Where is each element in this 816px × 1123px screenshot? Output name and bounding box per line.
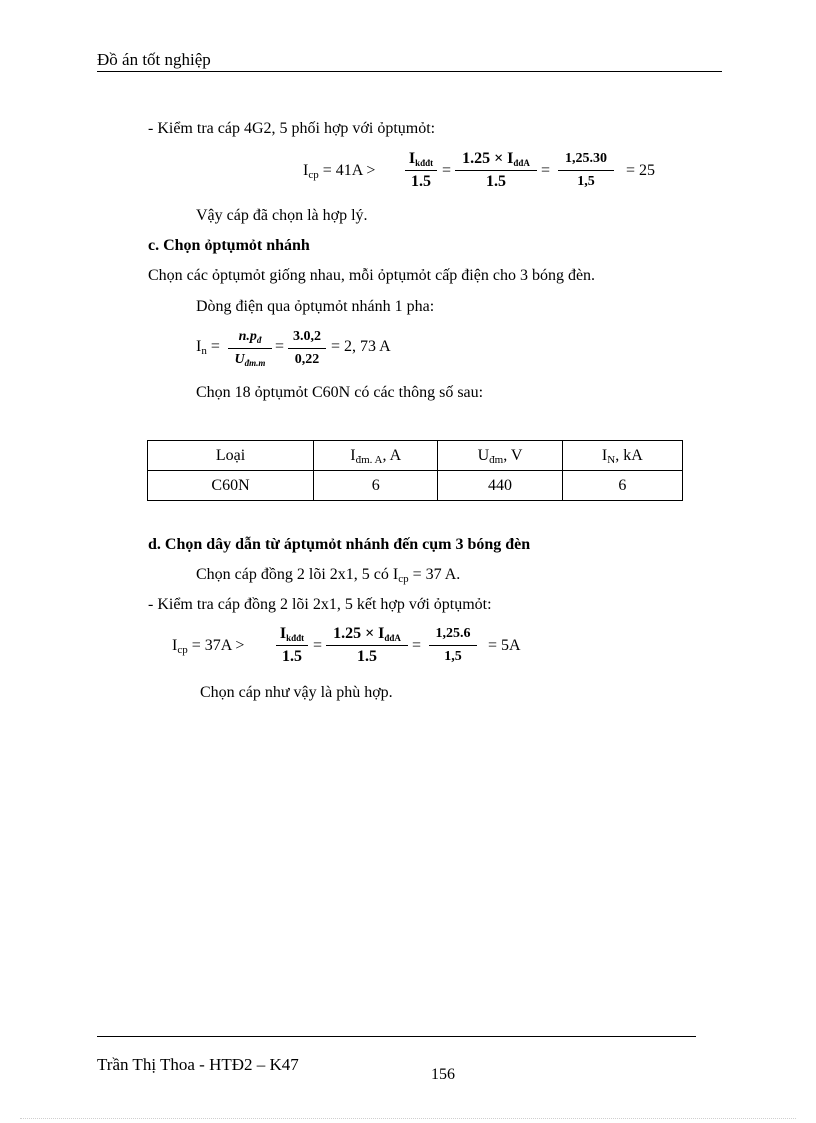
formula-1-eq-1: = xyxy=(442,162,452,179)
formula-3-term-2: $1.25 \times I_{đđA}$ 1.5 xyxy=(326,625,408,666)
formula-1-term-1: $I_{kđđt}$ 1.5 xyxy=(405,150,437,191)
formula-3-term-3: 1,25.6 1,5 xyxy=(429,625,477,666)
section-d-paragraph-1: Chọn cáp đồng 2 lõi 2x1, 5 có $I_{cp} = 37$ A. xyxy=(196,566,461,585)
formula-1-lhs: $I_{cp} = 41A$ > xyxy=(303,162,376,181)
formula-1-term-3: 1,25.30 1,5 xyxy=(558,150,614,191)
section-c-heading: c. Chọn ỏptụmỏt nhánh xyxy=(148,237,310,254)
formula-3-result: = 5A xyxy=(488,637,521,654)
table-cell-breaking-current: 6 xyxy=(562,471,682,501)
check-text-2: - Kiểm tra cáp đồng 2 lõi 2x1, 5 kết hợp với ỏptụmỏt: xyxy=(148,596,492,613)
table-cell-rated-current: 6 xyxy=(314,471,438,501)
footer-rule xyxy=(97,1036,696,1037)
table-header-type: Loại xyxy=(148,441,314,471)
formula-3-lhs: $I_{cp} = 37A$ > xyxy=(172,637,245,656)
formula-2-term-1: $n.p_đ$ $U_{đm.m}$ xyxy=(228,328,272,369)
table-header-row xyxy=(148,441,683,471)
formula-1-result: = 25 xyxy=(626,162,656,179)
section-d-heading: d. Chọn dây dẫn từ áptụmỏt nhánh đến cụm 3 bóng đèn xyxy=(148,536,531,553)
check-text-1: - Kiểm tra cáp 4G2, 5 phối hợp với ỏptụmỏt: xyxy=(148,120,436,137)
formula-3-eq-1: = xyxy=(313,637,323,654)
table-cell-rated-voltage: 440 xyxy=(438,471,562,501)
conclusion-1: Vậy cáp đã chọn là hợp lý. xyxy=(196,207,368,224)
formula-3-term-1: $I_{kđđt}$ 1.5 xyxy=(276,625,308,666)
formula-3-eq-2: = xyxy=(412,637,422,654)
page-number: 156 xyxy=(431,1066,455,1083)
formula-2-eq-1: = xyxy=(275,338,285,355)
formula-2-result: = 2, 73 A xyxy=(331,338,391,355)
section-c-paragraph-3: Chọn 18 ỏptụmỏt C60N có các thông số sau: xyxy=(196,384,484,401)
section-c-paragraph-2: Dòng điện qua ỏptụmỏt nhánh 1 pha: xyxy=(196,298,435,315)
table-header-rated-current: $I_{đm. A}$, A xyxy=(314,441,438,471)
section-c-paragraph-1: Chọn các ỏptụmỏt giống nhau, mỗi ỏptụmỏt cấp điện cho 3 bóng đèn. xyxy=(148,267,596,284)
table-header-breaking-current: $I_N$, kA xyxy=(562,441,682,471)
formula-1-term-2: $1.25 \times I_{đđA}$ 1.5 xyxy=(455,150,537,191)
table-row xyxy=(148,471,683,501)
table-cell-type: C60N xyxy=(148,471,314,501)
header-rule xyxy=(97,71,722,72)
footer-author: Trần Thị Thoa - HTĐ2 – K47 xyxy=(97,1055,299,1074)
table-header-rated-voltage: $U_{đm}$, V xyxy=(438,441,562,471)
formula-2-term-2: 3.0,2 0,22 xyxy=(288,328,326,369)
conclusion-2: Chọn cáp như vậy là phù hợp. xyxy=(200,684,393,701)
formula-2-lhs: $I_n$ = xyxy=(196,338,220,357)
formula-1-eq-2: = xyxy=(541,162,551,179)
page-header-title: Đồ án tốt nghiệp xyxy=(97,50,211,69)
breaker-parameters-table xyxy=(147,440,683,501)
page-edge-dots xyxy=(20,1118,796,1119)
